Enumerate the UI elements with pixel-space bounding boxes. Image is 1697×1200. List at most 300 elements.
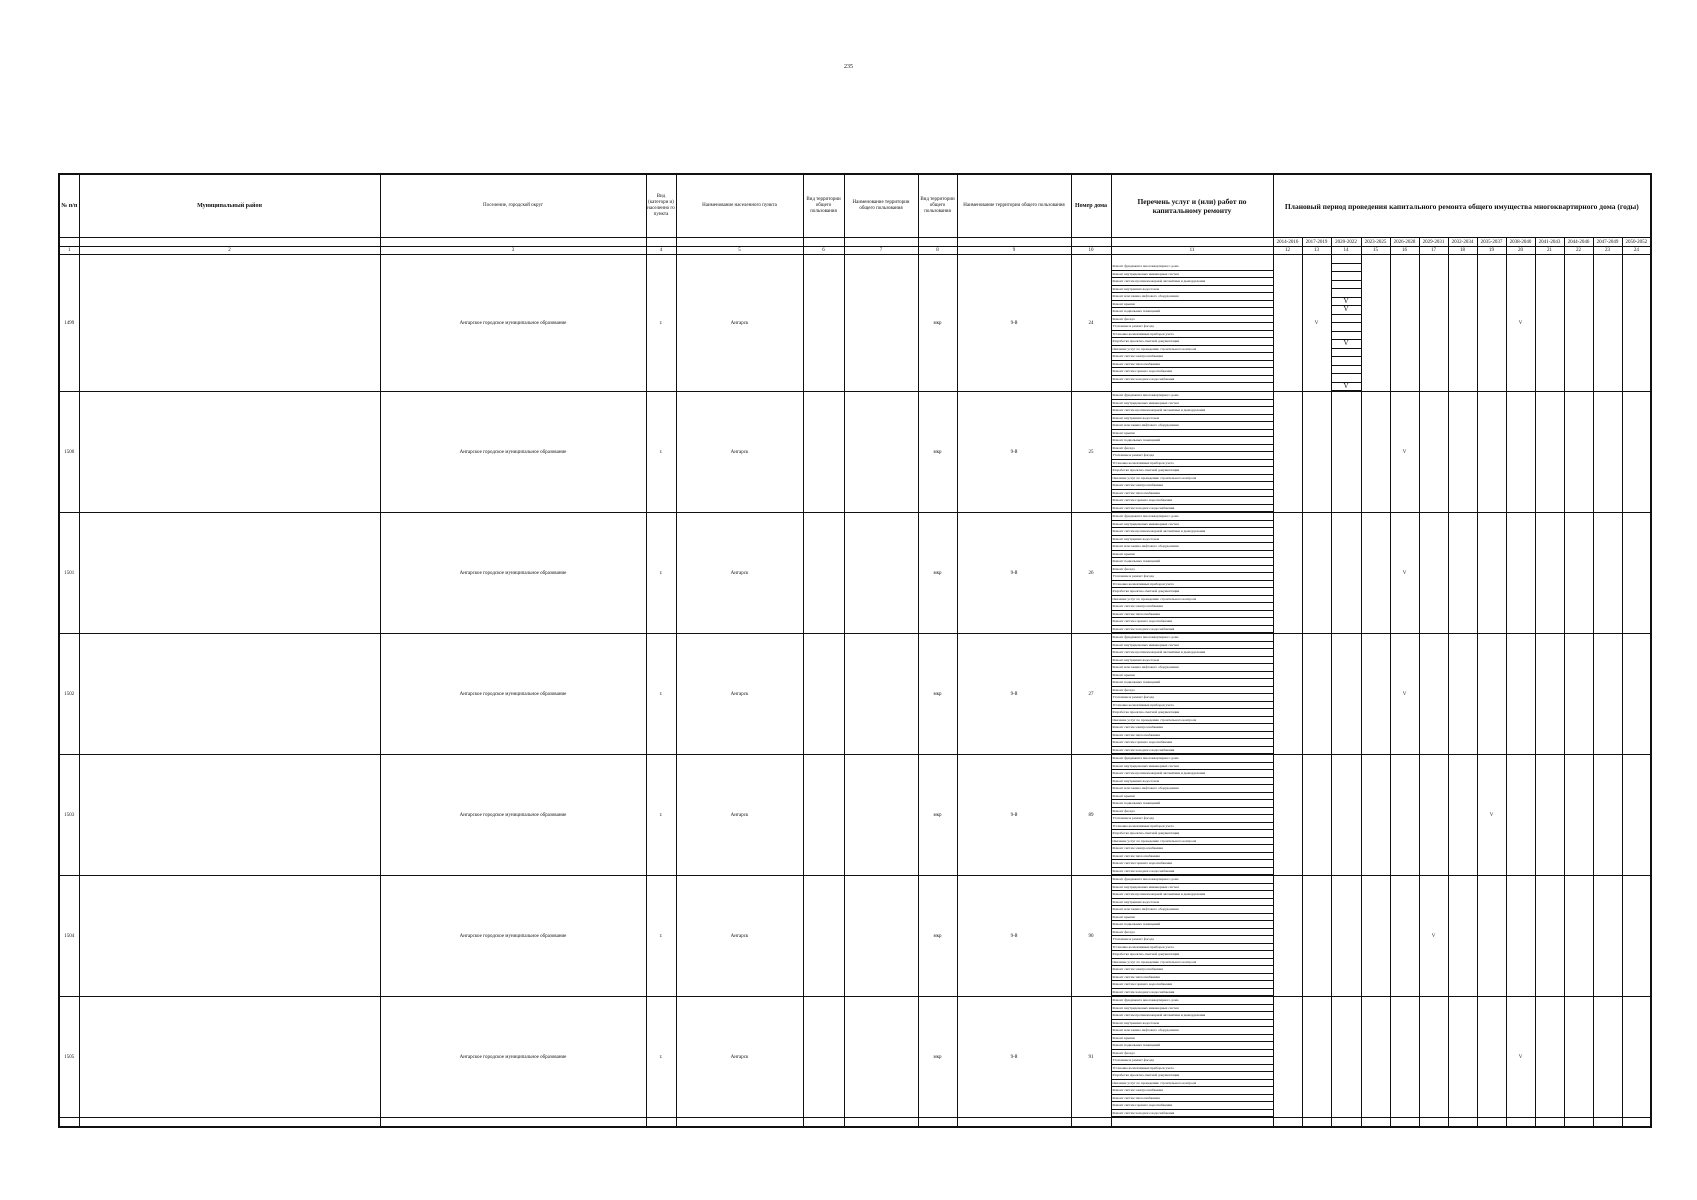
work-item: Ремонт внутридомовых инженерных систем xyxy=(1112,521,1273,529)
empty-cell xyxy=(844,1118,918,1128)
empty-cell xyxy=(957,1118,1071,1128)
sub-period-mark xyxy=(1332,272,1361,281)
period-mark-cell xyxy=(1390,755,1419,876)
work-item: Оказание услуг по проведению строительного контроля xyxy=(1112,346,1273,354)
territory-name-2-cell: 9-й xyxy=(957,997,1071,1118)
sub-period-mark: V xyxy=(1332,298,1361,307)
period-mark-cell xyxy=(1535,755,1564,876)
territory-kind-2-cell: мкр xyxy=(918,876,957,997)
years-blank-cell xyxy=(646,238,676,247)
empty-cell xyxy=(1477,1118,1506,1128)
locality-kind-cell: г. xyxy=(646,513,676,634)
year-range-cell: 2023-2025 xyxy=(1361,238,1390,247)
period-mark-cell xyxy=(1622,392,1651,513)
district-cell xyxy=(79,876,380,997)
period-mark-cell xyxy=(1419,513,1448,634)
empty-cell xyxy=(1564,1118,1593,1128)
empty-cell xyxy=(1622,1118,1651,1128)
period-mark-cell xyxy=(1302,755,1331,876)
sub-period-mark xyxy=(1332,255,1361,264)
work-item: Установка коллективных приборов учета xyxy=(1112,944,1273,952)
column-number-cell: 6 xyxy=(803,247,844,255)
work-item: Ремонт систем теплоснабжения xyxy=(1112,974,1273,982)
column-number-cell: 18 xyxy=(1448,247,1477,255)
year-range-cell: 2026-2028 xyxy=(1390,238,1419,247)
period-mark-cell: V xyxy=(1506,997,1535,1118)
work-item: Ремонт фасада xyxy=(1112,445,1273,453)
empty-cell xyxy=(646,1118,676,1128)
territory-name-2-cell: 9-й xyxy=(957,255,1071,392)
territory-name-1-cell xyxy=(844,997,918,1118)
empty-cell xyxy=(1506,1118,1535,1128)
period-mark-cell xyxy=(1622,755,1651,876)
empty-cell xyxy=(918,1118,957,1128)
period-mark-cell xyxy=(1302,997,1331,1118)
work-item: Оказание услуг по проведению строительного контроля xyxy=(1112,838,1273,846)
header-district: Муниципальный район xyxy=(79,174,380,238)
empty-cell xyxy=(79,1118,380,1128)
work-item: Оказание услуг по проведению строительного контроля xyxy=(1112,717,1273,725)
work-item: Ремонт подвальных помещений xyxy=(1112,558,1273,566)
period-mark-cell xyxy=(1622,513,1651,634)
work-item: Ремонт фасада xyxy=(1112,316,1273,324)
work-item: Ремонт внутридомовых инженерных систем xyxy=(1112,642,1273,650)
period-mark-cell xyxy=(1448,997,1477,1118)
table-row xyxy=(59,513,1651,634)
period-mark-cell xyxy=(1331,755,1361,876)
work-item: Разработка проектно-сметной документации xyxy=(1112,830,1273,838)
work-item: Ремонт крыши xyxy=(1112,430,1273,438)
period-mark-cell xyxy=(1361,392,1390,513)
work-item: Ремонт фасада xyxy=(1112,566,1273,574)
house-number-cell: 24 xyxy=(1071,255,1111,392)
territory-kind-2-cell: мкр xyxy=(918,392,957,513)
work-item: Ремонт крыши xyxy=(1112,301,1273,309)
work-item: Ремонт систем холодного водоснабжения xyxy=(1112,1110,1273,1118)
work-item: Ремонт фундамента многоквартирного дома xyxy=(1112,634,1273,642)
work-item: Утепление и ремонт фасада xyxy=(1112,323,1273,331)
locality-kind-cell: г. xyxy=(646,997,676,1118)
work-item: Утепление и ремонт фасада xyxy=(1112,815,1273,823)
territory-kind-2-cell: мкр xyxy=(918,755,957,876)
work-item: Установка коллективных приборов учета xyxy=(1112,1065,1273,1073)
row-number: 1500 xyxy=(59,392,79,513)
period-mark-cell xyxy=(1273,876,1302,997)
period-mark-cell xyxy=(1477,876,1506,997)
period-mark-cell xyxy=(1273,634,1302,755)
territory-name-2-cell: 9-й xyxy=(957,392,1071,513)
period-mark-cell xyxy=(1331,513,1361,634)
work-item: Ремонт фасада xyxy=(1112,929,1273,937)
column-number-cell: 5 xyxy=(676,247,803,255)
territory-kind-1-cell xyxy=(803,755,844,876)
period-mark-cell: V xyxy=(1506,255,1535,392)
period-mark-cell xyxy=(1622,634,1651,755)
period-mark-cell: V xyxy=(1302,255,1331,392)
years-blank-cell xyxy=(1111,238,1273,247)
territory-kind-1-cell xyxy=(803,634,844,755)
work-item: Оказание услуг по проведению строительного контроля xyxy=(1112,475,1273,483)
work-item: Разработка проектно-сметной документации xyxy=(1112,338,1273,346)
period-mark-cell xyxy=(1331,634,1361,755)
period-mark-cell xyxy=(1302,513,1331,634)
empty-cell xyxy=(1302,1118,1331,1128)
period-mark-cell xyxy=(1506,755,1535,876)
header-house-number: Номер дома xyxy=(1071,174,1111,238)
work-item: Разработка проектно-сметной документации xyxy=(1112,709,1273,717)
empty-cell xyxy=(1273,1118,1302,1128)
column-number-cell: 2 xyxy=(79,247,380,255)
work-item: Ремонт крыши xyxy=(1112,793,1273,801)
table-row xyxy=(59,876,1651,997)
work-item: Ремонт фасада xyxy=(1112,808,1273,816)
years-blank-cell xyxy=(918,238,957,247)
work-item: Ремонт крыши xyxy=(1112,551,1273,559)
work-item: Разработка проектно-сметной документации xyxy=(1112,951,1273,959)
work-item: Ремонт подвальных помещений xyxy=(1112,1042,1273,1050)
work-item: Ремонт внутренних водостоков xyxy=(1112,778,1273,786)
column-numbers-row xyxy=(59,247,1651,255)
work-item: Ремонт систем электроснабжения xyxy=(1112,353,1273,361)
empty-cell xyxy=(1448,1118,1477,1128)
period-mark-cell: V xyxy=(1477,755,1506,876)
period-mark-cell xyxy=(1331,255,1361,392)
sub-period-mark xyxy=(1332,315,1361,324)
page-number: 235 xyxy=(844,64,853,70)
work-item: Разработка проектно-сметной документации xyxy=(1112,1072,1273,1080)
district-cell xyxy=(79,634,380,755)
work-item: Ремонт систем теплоснабжения xyxy=(1112,361,1273,369)
sub-period-mark xyxy=(1332,357,1361,366)
work-item: Ремонт систем холодного водоснабжения xyxy=(1112,626,1273,634)
work-item: Ремонт или замена лифтового оборудования xyxy=(1112,543,1273,551)
years-blank-cell xyxy=(676,238,803,247)
header-row xyxy=(59,174,1651,238)
work-item: Ремонт фундамента многоквартирного дома xyxy=(1112,513,1273,521)
work-item: Ремонт фасада xyxy=(1112,1050,1273,1058)
period-mark-cell xyxy=(1593,876,1622,997)
empty-cell xyxy=(676,1118,803,1128)
district-cell xyxy=(79,513,380,634)
year-range-cell: 2050-2052 xyxy=(1622,238,1651,247)
period-mark-cell xyxy=(1419,997,1448,1118)
column-number-cell: 20 xyxy=(1506,247,1535,255)
period-mark-cell xyxy=(1419,755,1448,876)
work-item: Разработка проектно-сметной документации xyxy=(1112,588,1273,596)
house-number-cell: 90 xyxy=(1071,876,1111,997)
work-item: Ремонт подвальных помещений xyxy=(1112,437,1273,445)
column-number-cell: 21 xyxy=(1535,247,1564,255)
territory-kind-2-cell: мкр xyxy=(918,634,957,755)
table-row xyxy=(59,255,1651,392)
years-blank-cell xyxy=(59,238,79,247)
period-mark-cell xyxy=(1506,392,1535,513)
work-item: Ремонт внутренних водостоков xyxy=(1112,286,1273,294)
row-number: 1504 xyxy=(59,876,79,997)
column-number-cell: 11 xyxy=(1111,247,1273,255)
period-mark-cell xyxy=(1477,255,1506,392)
sub-period-mark xyxy=(1332,366,1361,375)
work-item: Ремонт систем горячего водоснабжения xyxy=(1112,860,1273,868)
period-mark-cell xyxy=(1302,392,1331,513)
sub-period-mark xyxy=(1332,349,1361,358)
period-mark-cell xyxy=(1302,634,1331,755)
work-item: Ремонт систем теплоснабжения xyxy=(1112,1095,1273,1103)
period-mark-cell xyxy=(1448,634,1477,755)
period-mark-cell xyxy=(1361,755,1390,876)
works-list-cell xyxy=(1111,513,1273,634)
period-mark-cell xyxy=(1361,634,1390,755)
territory-kind-1-cell xyxy=(803,513,844,634)
work-item: Ремонт систем горячего водоснабжения xyxy=(1112,739,1273,747)
work-item: Ремонт систем горячего водоснабжения xyxy=(1112,497,1273,505)
work-item: Ремонт систем противопожарной автоматики и дымоудаления xyxy=(1112,770,1273,778)
period-mark-cell xyxy=(1593,997,1622,1118)
territory-kind-1-cell xyxy=(803,997,844,1118)
work-item: Установка коллективных приборов учета xyxy=(1112,331,1273,339)
period-mark-cell xyxy=(1506,634,1535,755)
locality-name-cell: Ангарск xyxy=(676,755,803,876)
period-mark-cell: V xyxy=(1390,392,1419,513)
period-mark-cell xyxy=(1273,755,1302,876)
district-cell xyxy=(79,255,380,392)
territory-name-2-cell: 9-й xyxy=(957,755,1071,876)
row-number: 1499 xyxy=(59,255,79,392)
period-mark-cell xyxy=(1535,634,1564,755)
work-item: Разработка проектно-сметной документации xyxy=(1112,467,1273,475)
work-item: Оказание услуг по проведению строительного контроля xyxy=(1112,959,1273,967)
column-number-cell: 14 xyxy=(1331,247,1361,255)
header-settlement: Поселение, городской округ xyxy=(380,174,646,238)
period-mark-cell xyxy=(1448,392,1477,513)
year-range-cell: 2017-2019 xyxy=(1302,238,1331,247)
settlement-cell: Ангарское городское муниципальное образование xyxy=(380,513,646,634)
period-mark-cell xyxy=(1477,997,1506,1118)
work-item: Ремонт систем электроснабжения xyxy=(1112,845,1273,853)
column-number-cell: 15 xyxy=(1361,247,1390,255)
period-mark-cell xyxy=(1535,513,1564,634)
period-mark-cell xyxy=(1273,255,1302,392)
works-list-cell xyxy=(1111,634,1273,755)
territory-name-1-cell xyxy=(844,255,918,392)
period-mark-cell xyxy=(1564,634,1593,755)
years-row xyxy=(59,238,1651,247)
territory-name-1-cell xyxy=(844,634,918,755)
work-item: Ремонт внутридомовых инженерных систем xyxy=(1112,271,1273,279)
house-number-cell: 25 xyxy=(1071,392,1111,513)
period-mark-cell xyxy=(1506,513,1535,634)
period-mark-cell xyxy=(1390,997,1419,1118)
locality-kind-cell: г. xyxy=(646,755,676,876)
work-item: Ремонт систем электроснабжения xyxy=(1112,603,1273,611)
work-item: Ремонт систем холодного водоснабжения xyxy=(1112,376,1273,384)
empty-cell xyxy=(1071,1118,1111,1128)
column-number-cell: 13 xyxy=(1302,247,1331,255)
work-item: Ремонт или замена лифтового оборудования xyxy=(1112,1027,1273,1035)
work-item: Ремонт систем горячего водоснабжения xyxy=(1112,981,1273,989)
years-blank-cell xyxy=(957,238,1071,247)
period-mark-cell xyxy=(1273,997,1302,1118)
empty-cell xyxy=(1331,1118,1361,1128)
settlement-cell: Ангарское городское муниципальное образование xyxy=(380,755,646,876)
header-locality-kind: Вид (категори и) населенно го пункта xyxy=(646,174,676,238)
period-mark-cell xyxy=(1331,876,1361,997)
work-item: Ремонт систем противопожарной автоматики и дымоудаления xyxy=(1112,528,1273,536)
territory-kind-2-cell: мкр xyxy=(918,997,957,1118)
work-item: Ремонт внутренних водостоков xyxy=(1112,536,1273,544)
work-item: Ремонт внутридомовых инженерных систем xyxy=(1112,763,1273,771)
work-item: Ремонт подвальных помещений xyxy=(1112,800,1273,808)
header-territory-kind-1: Вид территории общего пользования xyxy=(803,174,844,238)
settlement-cell: Ангарское городское муниципальное образование xyxy=(380,876,646,997)
period-mark-cell xyxy=(1361,513,1390,634)
work-item: Ремонт внутренних водостоков xyxy=(1112,1020,1273,1028)
period-mark-cell xyxy=(1390,255,1419,392)
sub-period-mark xyxy=(1332,281,1361,290)
period-mark-cell xyxy=(1593,513,1622,634)
period-mark-cell xyxy=(1564,755,1593,876)
table-row xyxy=(59,392,1651,513)
sub-period-mark xyxy=(1332,323,1361,332)
work-item: Ремонт систем горячего водоснабжения xyxy=(1112,1102,1273,1110)
works-list-cell xyxy=(1111,876,1273,997)
column-number-cell: 7 xyxy=(844,247,918,255)
year-range-cell: 2035-2037 xyxy=(1477,238,1506,247)
period-mark-cell xyxy=(1477,634,1506,755)
header-territory-kind-2: Вид территории общего пользования xyxy=(918,174,957,238)
territory-name-1-cell xyxy=(844,392,918,513)
years-blank-cell xyxy=(380,238,646,247)
row-number: 1502 xyxy=(59,634,79,755)
house-number-cell: 27 xyxy=(1071,634,1111,755)
work-item: Ремонт систем холодного водоснабжения xyxy=(1112,505,1273,513)
period-mark-cell xyxy=(1448,255,1477,392)
year-range-cell: 2029-2031 xyxy=(1419,238,1448,247)
settlement-cell: Ангарское городское муниципальное образование xyxy=(380,255,646,392)
column-number-cell: 17 xyxy=(1419,247,1448,255)
period-mark-cell: V xyxy=(1419,876,1448,997)
work-item: Ремонт внутренних водостоков xyxy=(1112,415,1273,423)
settlement-cell: Ангарское городское муниципальное образование xyxy=(380,634,646,755)
work-item: Ремонт или замена лифтового оборудования xyxy=(1112,664,1273,672)
work-item: Утепление и ремонт фасада xyxy=(1112,936,1273,944)
table-row xyxy=(59,634,1651,755)
capital-repair-table xyxy=(58,173,1652,1128)
period-mark-cell xyxy=(1593,634,1622,755)
table-row xyxy=(59,997,1651,1118)
row-number: 1501 xyxy=(59,513,79,634)
work-item: Ремонт систем горячего водоснабжения xyxy=(1112,368,1273,376)
period-mark-cell xyxy=(1302,876,1331,997)
work-item: Ремонт подвальных помещений xyxy=(1112,679,1273,687)
period-mark-cell xyxy=(1564,513,1593,634)
works-list-cell xyxy=(1111,997,1273,1118)
territory-kind-1-cell xyxy=(803,392,844,513)
work-item: Ремонт внутридомовых инженерных систем xyxy=(1112,884,1273,892)
column-number-cell: 23 xyxy=(1593,247,1622,255)
empty-cell xyxy=(59,1118,79,1128)
empty-cell xyxy=(1535,1118,1564,1128)
period-mark-cell xyxy=(1564,392,1593,513)
empty-cell xyxy=(380,1118,646,1128)
period-mark-cell xyxy=(1331,997,1361,1118)
territory-name-1-cell xyxy=(844,513,918,634)
period-mark-cell xyxy=(1535,392,1564,513)
period-mark-cell xyxy=(1361,255,1390,392)
period-mark-cell xyxy=(1390,876,1419,997)
work-item: Ремонт или замена лифтового оборудования xyxy=(1112,906,1273,914)
work-item: Ремонт систем теплоснабжения xyxy=(1112,732,1273,740)
work-item: Ремонт систем горячего водоснабжения xyxy=(1112,618,1273,626)
row-number: 1505 xyxy=(59,997,79,1118)
work-item: Ремонт систем электроснабжения xyxy=(1112,966,1273,974)
year-range-cell: 2047-2049 xyxy=(1593,238,1622,247)
period-mark-cell xyxy=(1535,997,1564,1118)
sub-period-mark: V xyxy=(1332,306,1361,315)
period-mark-cell xyxy=(1622,255,1651,392)
column-number-cell: 4 xyxy=(646,247,676,255)
empty-cell xyxy=(1593,1118,1622,1128)
house-number-cell: 91 xyxy=(1071,997,1111,1118)
locality-name-cell: Ангарск xyxy=(676,634,803,755)
period-mark-cell xyxy=(1448,513,1477,634)
territory-kind-2-cell: мкр xyxy=(918,513,957,634)
work-item: Ремонт систем противопожарной автоматики и дымоудаления xyxy=(1112,407,1273,415)
district-cell xyxy=(79,392,380,513)
header-planned-period: Плановый период проведения капитального ремонта общего имущества многоквартирного дома (годы) xyxy=(1273,174,1651,238)
column-number-cell: 8 xyxy=(918,247,957,255)
work-item: Ремонт фасада xyxy=(1112,687,1273,695)
locality-kind-cell: г. xyxy=(646,634,676,755)
period-mark-cell xyxy=(1419,255,1448,392)
period-mark-cell xyxy=(1622,876,1651,997)
work-item: Утепление и ремонт фасада xyxy=(1112,573,1273,581)
column-number-cell: 22 xyxy=(1564,247,1593,255)
work-item: Ремонт крыши xyxy=(1112,672,1273,680)
work-item: Ремонт систем холодного водоснабжения xyxy=(1112,747,1273,755)
period-mark-cell xyxy=(1564,876,1593,997)
work-item: Утепление и ремонт фасада xyxy=(1112,694,1273,702)
work-item: Ремонт или замена лифтового оборудования xyxy=(1112,293,1273,301)
header-territory-name-2: Наименование территории общего пользования xyxy=(957,174,1071,238)
work-item: Ремонт подвальных помещений xyxy=(1112,921,1273,929)
year-range-cell: 2032-2034 xyxy=(1448,238,1477,247)
period-mark-cell xyxy=(1273,392,1302,513)
empty-cell xyxy=(1361,1118,1390,1128)
locality-name-cell: Ангарск xyxy=(676,255,803,392)
territory-kind-2-cell: мкр xyxy=(918,255,957,392)
period-mark-cell xyxy=(1564,997,1593,1118)
period-mark-cell xyxy=(1535,876,1564,997)
year-range-cell: 2044-2046 xyxy=(1564,238,1593,247)
work-item: Ремонт систем электроснабжения xyxy=(1112,1087,1273,1095)
work-item: Ремонт фундамента многоквартирного дома xyxy=(1112,392,1273,400)
period-mark-cell xyxy=(1506,876,1535,997)
period-mark-cell xyxy=(1273,513,1302,634)
period-mark-cell xyxy=(1361,876,1390,997)
period-mark-cell xyxy=(1535,255,1564,392)
year-range-cell: 2020-2022 xyxy=(1331,238,1361,247)
column-number-cell: 3 xyxy=(380,247,646,255)
work-item: Ремонт внутридомовых инженерных систем xyxy=(1112,1005,1273,1013)
locality-name-cell: Ангарск xyxy=(676,876,803,997)
works-list-cell xyxy=(1111,255,1273,392)
sub-period-mark: V xyxy=(1332,383,1361,392)
work-item: Ремонт подвальных помещений xyxy=(1112,308,1273,316)
work-item: Ремонт систем противопожарной автоматики и дымоудаления xyxy=(1112,1012,1273,1020)
settlement-cell: Ангарское городское муниципальное образование xyxy=(380,997,646,1118)
work-item: Ремонт фундамента многоквартирного дома xyxy=(1112,997,1273,1005)
